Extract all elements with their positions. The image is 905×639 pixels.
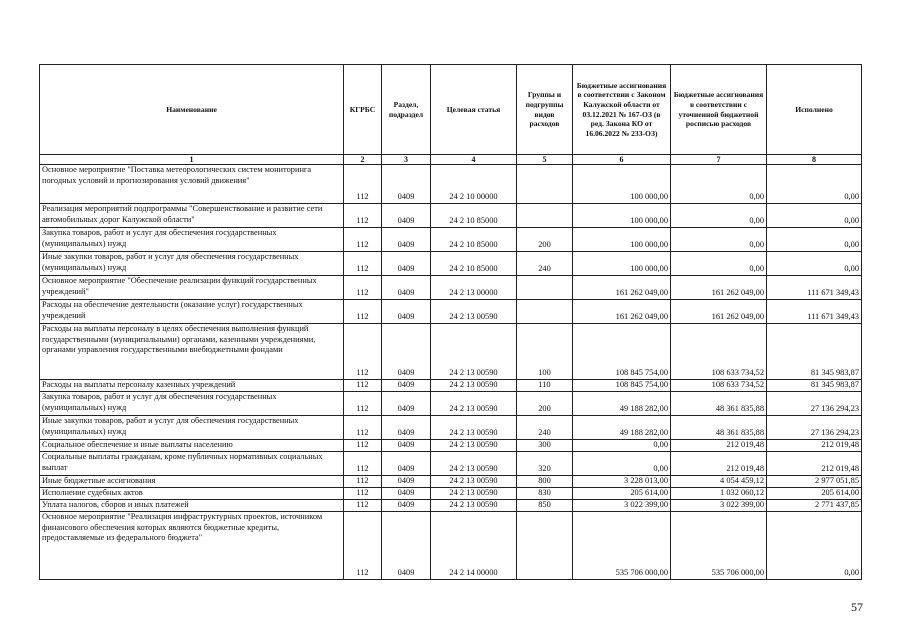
row-executed: 0,00	[767, 165, 862, 204]
header-target-article: Целевая статья	[431, 65, 517, 155]
column-number: 1	[40, 155, 344, 165]
table-row	[40, 392, 862, 416]
row-name: Социальное обеспечение и иные выплаты населению	[40, 440, 344, 452]
row-budget-law: 3 228 013,00	[573, 476, 671, 488]
row-section: 0409	[382, 476, 431, 488]
header-section: Раздел, подраздел	[382, 65, 431, 155]
row-budget-law: 108 845 754,00	[573, 380, 671, 392]
row-budget-refined: 0,00	[671, 204, 767, 228]
header-budget-law: Бюджетные ассигнования в соответствии с Законом Калужской области от 03.12.2021 № 167-ОЗ (в ред. Закона КО от 16.06.2022 № 233-ОЗ)	[573, 65, 671, 155]
table-row	[40, 452, 862, 476]
row-name: Основное мероприятие "Реализация инфраструктурных проектов, источником финансового обеспечения которых являются бюджетные кредиты, предоставляемые из федерального бюджета"	[40, 512, 344, 580]
column-number: 5	[517, 155, 573, 165]
row-budget-refined: 48 361 835,88	[671, 416, 767, 440]
row-section: 0409	[382, 228, 431, 252]
row-executed: 27 136 294,23	[767, 392, 862, 416]
table-row	[40, 228, 862, 252]
table-row	[40, 500, 862, 512]
row-executed: 0,00	[767, 252, 862, 276]
table-row	[40, 252, 862, 276]
row-name: Закупка товаров, работ и услуг для обеспечения государственных (муниципальных) нужд	[40, 228, 344, 252]
row-expense-group: 240	[517, 416, 573, 440]
row-executed: 0,00	[767, 204, 862, 228]
row-budget-law: 161 262 049,00	[573, 300, 671, 324]
row-budget-law: 100 000,00	[573, 204, 671, 228]
row-section: 0409	[382, 204, 431, 228]
row-executed: 205 614,00	[767, 488, 862, 500]
row-budget-law: 0,00	[573, 440, 671, 452]
table-row	[40, 440, 862, 452]
row-executed: 212 019,48	[767, 452, 862, 476]
row-name: Уплата налогов, сборов и иных платежей	[40, 500, 344, 512]
row-section: 0409	[382, 488, 431, 500]
row-name: Закупка товаров, работ и услуг для обеспечения государственных (муниципальных) нужд	[40, 392, 344, 416]
header-row	[40, 65, 862, 155]
row-name: Реализация мероприятий подпрограммы "Совершенствование и развитие сети автомобильных дорог Калужской области"	[40, 204, 344, 228]
row-name: Иные закупки товаров, работ и услуг для обеспечения государственных (муниципальных) нужд	[40, 252, 344, 276]
row-section: 0409	[382, 392, 431, 416]
row-section: 0409	[382, 300, 431, 324]
column-number: 8	[767, 155, 862, 165]
table-row	[40, 488, 862, 500]
row-executed: 2 771 437,85	[767, 500, 862, 512]
row-expense-group: 240	[517, 252, 573, 276]
row-target-article: 24 2 13 00590	[431, 380, 517, 392]
row-target-article: 24 2 13 00590	[431, 300, 517, 324]
row-kgrbs: 112	[344, 392, 382, 416]
table-row	[40, 300, 862, 324]
row-budget-refined: 0,00	[671, 228, 767, 252]
row-executed: 27 136 294,23	[767, 416, 862, 440]
row-budget-law: 205 614,00	[573, 488, 671, 500]
row-section: 0409	[382, 512, 431, 580]
row-budget-refined: 0,00	[671, 165, 767, 204]
table-row	[40, 380, 862, 392]
row-kgrbs: 112	[344, 300, 382, 324]
header-expense-group: Группы и подгруппы видов расходов	[517, 65, 573, 155]
row-kgrbs: 112	[344, 276, 382, 300]
row-target-article: 24 2 13 00590	[431, 440, 517, 452]
row-budget-refined: 1 032 060,12	[671, 488, 767, 500]
row-budget-refined: 108 633 734,52	[671, 380, 767, 392]
row-target-article: 24 2 13 00590	[431, 416, 517, 440]
row-expense-group: 110	[517, 380, 573, 392]
row-name: Расходы на обеспечение деятельности (оказание услуг) государственных учреждений	[40, 300, 344, 324]
row-budget-law: 100 000,00	[573, 165, 671, 204]
row-expense-group	[517, 165, 573, 204]
column-number: 7	[671, 155, 767, 165]
table-row	[40, 165, 862, 204]
row-expense-group: 320	[517, 452, 573, 476]
row-budget-law: 3 022 399,00	[573, 500, 671, 512]
row-budget-law: 535 706 000,00	[573, 512, 671, 580]
row-expense-group: 200	[517, 228, 573, 252]
row-budget-law: 161 262 049,00	[573, 276, 671, 300]
row-target-article: 24 2 10 85000	[431, 228, 517, 252]
row-budget-refined: 108 633 734,52	[671, 324, 767, 380]
row-target-article: 24 2 13 00590	[431, 476, 517, 488]
table-row	[40, 324, 862, 380]
row-expense-group: 300	[517, 440, 573, 452]
header-kgrbs: КГРБС	[344, 65, 382, 155]
row-kgrbs: 112	[344, 476, 382, 488]
row-kgrbs: 112	[344, 440, 382, 452]
row-expense-group: 800	[517, 476, 573, 488]
row-target-article: 24 2 13 00590	[431, 324, 517, 380]
row-budget-refined: 212 019,48	[671, 440, 767, 452]
table-row	[40, 416, 862, 440]
row-executed: 111 671 349,43	[767, 300, 862, 324]
header-executed: Исполнено	[767, 65, 862, 155]
column-number: 6	[573, 155, 671, 165]
column-number: 4	[431, 155, 517, 165]
row-name: Основное мероприятие "Обеспечение реализации функций государственных учреждений"	[40, 276, 344, 300]
row-executed: 0,00	[767, 512, 862, 580]
row-section: 0409	[382, 165, 431, 204]
row-kgrbs: 112	[344, 324, 382, 380]
row-kgrbs: 112	[344, 416, 382, 440]
row-expense-group: 850	[517, 500, 573, 512]
table-row	[40, 204, 862, 228]
row-name: Расходы на выплаты персоналу казенных учреждений	[40, 380, 344, 392]
row-budget-law: 0,00	[573, 452, 671, 476]
row-expense-group	[517, 276, 573, 300]
row-target-article: 24 2 14 00000	[431, 512, 517, 580]
row-section: 0409	[382, 452, 431, 476]
column-number-row	[40, 155, 862, 165]
row-expense-group: 100	[517, 324, 573, 380]
row-budget-refined: 212 019,48	[671, 452, 767, 476]
row-executed: 81 345 983,87	[767, 380, 862, 392]
header-name: Наименование	[40, 65, 344, 155]
row-section: 0409	[382, 324, 431, 380]
row-target-article: 24 2 13 00590	[431, 452, 517, 476]
row-budget-law: 100 000,00	[573, 252, 671, 276]
row-budget-refined: 0,00	[671, 252, 767, 276]
row-target-article: 24 2 13 00590	[431, 392, 517, 416]
row-budget-refined: 535 706 000,00	[671, 512, 767, 580]
page-number: 57	[851, 600, 863, 614]
table-row	[40, 276, 862, 300]
row-name: Иные бюджетные ассигнования	[40, 476, 344, 488]
row-expense-group	[517, 512, 573, 580]
row-executed: 81 345 983,87	[767, 324, 862, 380]
row-kgrbs: 112	[344, 452, 382, 476]
row-name: Основное мероприятие "Поставка метеорологических систем мониторинга погодных условий и прогнозирования условий движения"	[40, 165, 344, 204]
row-target-article: 24 2 10 00000	[431, 165, 517, 204]
row-kgrbs: 112	[344, 252, 382, 276]
row-budget-law: 108 845 754,00	[573, 324, 671, 380]
row-executed: 111 671 349,43	[767, 276, 862, 300]
row-target-article: 24 2 13 00000	[431, 276, 517, 300]
row-expense-group	[517, 300, 573, 324]
row-name: Исполнение судебных актов	[40, 488, 344, 500]
budget-execution-table	[39, 64, 862, 580]
row-kgrbs: 112	[344, 500, 382, 512]
row-kgrbs: 112	[344, 512, 382, 580]
row-expense-group	[517, 204, 573, 228]
row-section: 0409	[382, 416, 431, 440]
table-row	[40, 512, 862, 580]
row-budget-law: 100 000,00	[573, 228, 671, 252]
row-section: 0409	[382, 440, 431, 452]
row-budget-refined: 161 262 049,00	[671, 276, 767, 300]
header-budget-refined: Бюджетные ассигнования в соответствии с уточненной бюджетной росписью расходов	[671, 65, 767, 155]
row-target-article: 24 2 10 85000	[431, 252, 517, 276]
row-section: 0409	[382, 500, 431, 512]
row-section: 0409	[382, 276, 431, 300]
row-budget-refined: 161 262 049,00	[671, 300, 767, 324]
row-kgrbs: 112	[344, 165, 382, 204]
row-budget-refined: 4 054 459,12	[671, 476, 767, 488]
row-executed: 212 019,48	[767, 440, 862, 452]
row-target-article: 24 2 13 00590	[431, 488, 517, 500]
row-executed: 0,00	[767, 228, 862, 252]
row-kgrbs: 112	[344, 228, 382, 252]
row-target-article: 24 2 13 00590	[431, 500, 517, 512]
row-name: Иные закупки товаров, работ и услуг для обеспечения государственных (муниципальных) нужд	[40, 416, 344, 440]
row-budget-refined: 3 022 399,00	[671, 500, 767, 512]
row-name: Социальные выплаты гражданам, кроме публичных нормативных социальных выплат	[40, 452, 344, 476]
row-kgrbs: 112	[344, 380, 382, 392]
table-row	[40, 476, 862, 488]
column-number: 2	[344, 155, 382, 165]
row-budget-law: 49 188 282,00	[573, 416, 671, 440]
row-kgrbs: 112	[344, 488, 382, 500]
row-expense-group: 830	[517, 488, 573, 500]
row-target-article: 24 2 10 85000	[431, 204, 517, 228]
row-section: 0409	[382, 252, 431, 276]
row-executed: 2 977 051,85	[767, 476, 862, 488]
row-kgrbs: 112	[344, 204, 382, 228]
row-section: 0409	[382, 380, 431, 392]
row-expense-group: 200	[517, 392, 573, 416]
column-number: 3	[382, 155, 431, 165]
row-budget-refined: 48 361 835,88	[671, 392, 767, 416]
row-name: Расходы на выплаты персоналу в целях обеспечения выполнения функций государственными (муниципальными) органами, казенными учреждениями, органами управления государственными внебюджетными фондами	[40, 324, 344, 380]
row-budget-law: 49 188 282,00	[573, 392, 671, 416]
